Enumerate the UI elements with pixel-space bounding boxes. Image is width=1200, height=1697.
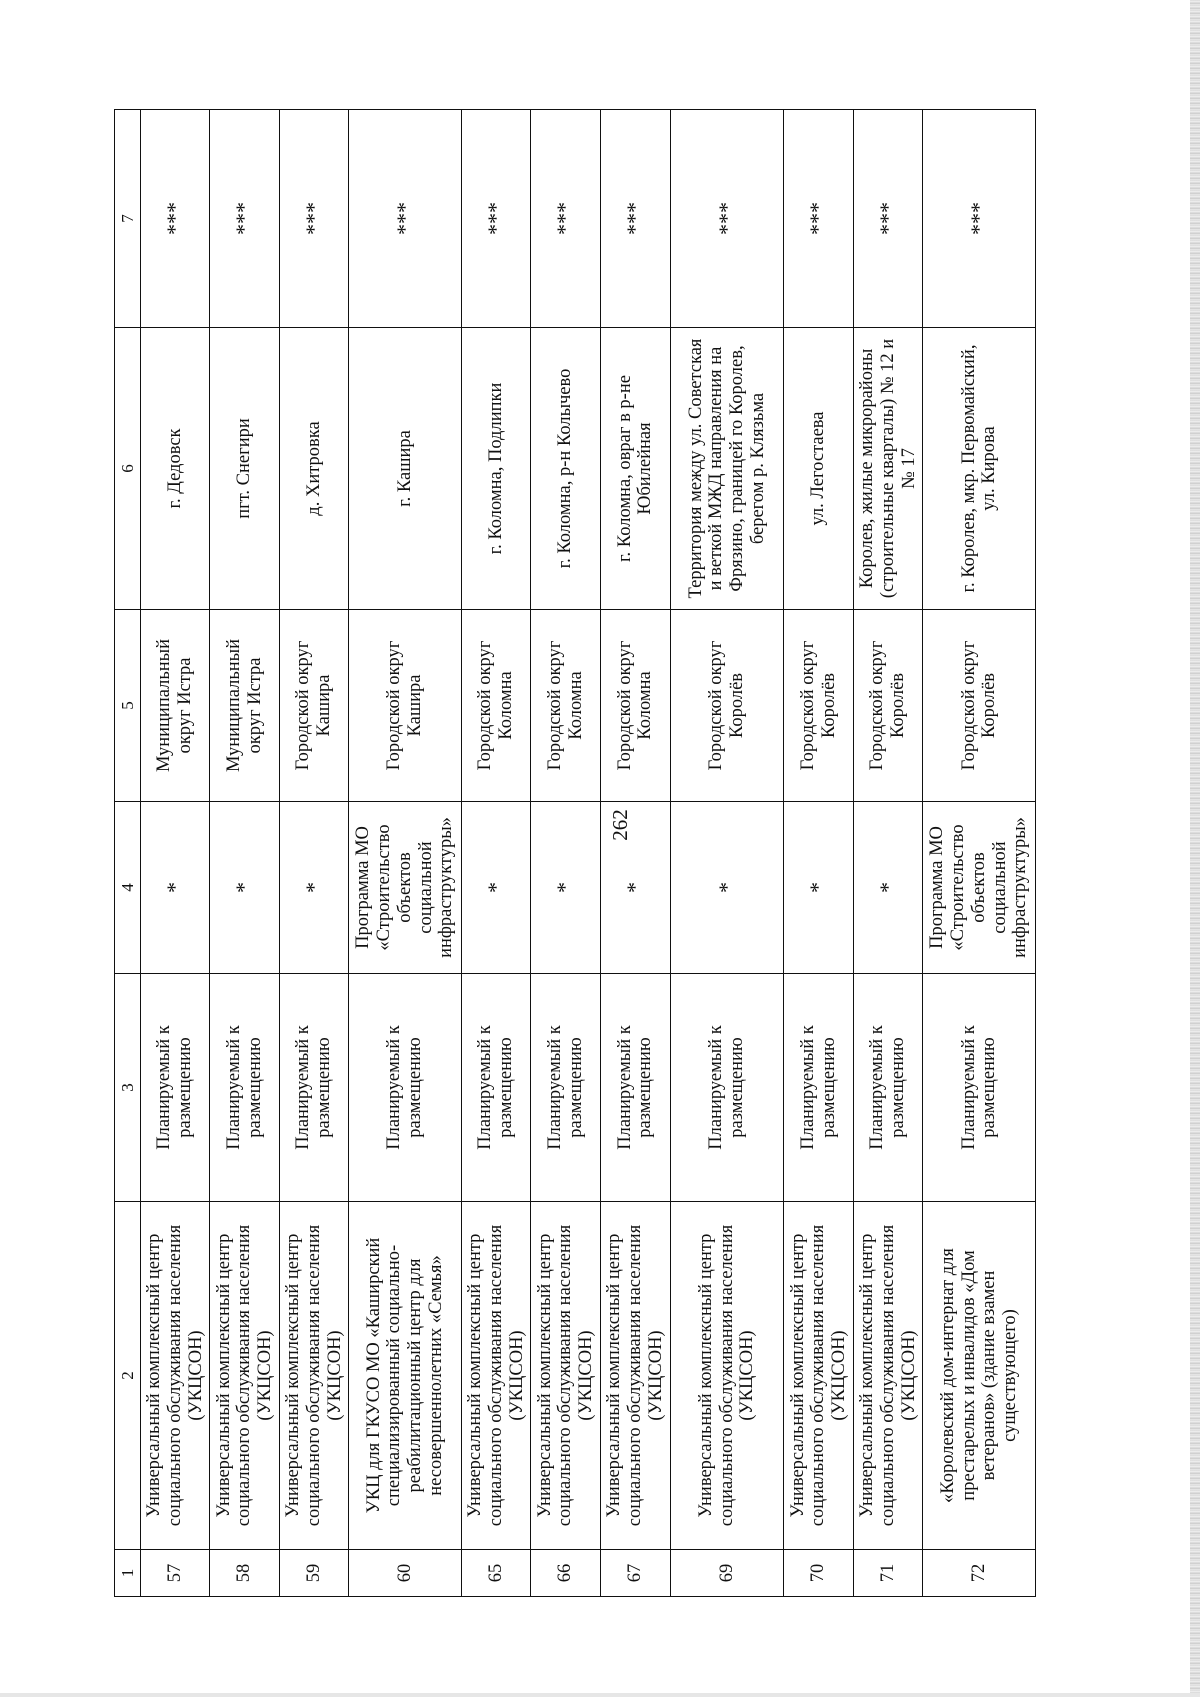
location-cell: д. Хитровка [279, 328, 349, 610]
scan-edge [1190, 0, 1200, 1697]
location-cell: г. Коломна, р-н Колычево [531, 328, 601, 610]
object-name-cell: «Королевский дом-интернат для престарелых и инвалидов «Дом ветеранов» (здание взамен существующего) [923, 1202, 1036, 1550]
program-cell: * [670, 802, 784, 974]
location-cell: Территория между ул. Советская и веткой МЖД направления на Фрязино, границей го Королев, берегом р. Клязьма [670, 328, 784, 610]
table-row [461, 110, 531, 1597]
object-name-cell: Универсальный комплексный центр социального обслуживания населения (УКЦСОН) [600, 1202, 670, 1550]
status-cell: Планируемый к размещению [531, 974, 601, 1202]
object-name-cell: Универсальный комплексный центр социального обслуживания населения (УКЦСОН) [784, 1202, 854, 1550]
table-row [853, 110, 923, 1597]
header-cell-4: 4 [115, 802, 141, 974]
col7-cell: *** [210, 110, 280, 328]
table-row [140, 110, 210, 1597]
program-cell: * [600, 802, 670, 974]
program-cell: * [531, 802, 601, 974]
status-cell: Планируемый к размещению [349, 974, 461, 1202]
location-cell: г. Королев, мкр. Первомайский, ул. Кирова [923, 328, 1036, 610]
object-name-cell: Универсальный комплексный центр социального обслуживания населения (УКЦСОН) [531, 1202, 601, 1550]
table-row [210, 110, 280, 1597]
location-cell: г. Коломна, овраг в р-не Юбилейная [600, 328, 670, 610]
row-number-cell: 71 [853, 1550, 923, 1597]
district-cell: Муниципальный округ Истра [210, 610, 280, 802]
district-cell: Городской округ Королёв [670, 610, 784, 802]
row-number-cell: 66 [531, 1550, 601, 1597]
header-cell-2: 2 [115, 1202, 141, 1550]
object-name-cell: Универсальный комплексный центр социального обслуживания населения (УКЦСОН) [210, 1202, 280, 1550]
status-cell: Планируемый к размещению [140, 974, 210, 1202]
header-cell-7: 7 [115, 110, 141, 328]
location-cell: г. Коломна, Подлипки [461, 328, 531, 610]
objects-table [114, 109, 1036, 1597]
location-cell: пгт. Снегири [210, 328, 280, 610]
program-cell: * [461, 802, 531, 974]
location-cell: г. Дедовск [140, 328, 210, 610]
location-cell: Королев, жилые микрорайоны (строительные кварталы) № 12 и № 17 [853, 328, 923, 610]
table-row [349, 110, 461, 1597]
district-cell: Городской округ Королёв [923, 610, 1036, 802]
status-cell: Планируемый к размещению [210, 974, 280, 1202]
district-cell: Городской округ Коломна [531, 610, 601, 802]
col7-cell: *** [784, 110, 854, 328]
program-cell: * [210, 802, 280, 974]
object-name-cell: Универсальный комплексный центр социального обслуживания населения (УКЦСОН) [670, 1202, 784, 1550]
col7-cell: *** [600, 110, 670, 328]
row-number-cell: 65 [461, 1550, 531, 1597]
program-cell: * [853, 802, 923, 974]
object-name-cell: Универсальный комплексный центр социального обслуживания населения (УКЦСОН) [140, 1202, 210, 1550]
table-row [670, 110, 784, 1597]
location-cell: ул. Легостаева [784, 328, 854, 610]
program-cell: * [279, 802, 349, 974]
status-cell: Планируемый к размещению [853, 974, 923, 1202]
row-number-cell: 58 [210, 1550, 280, 1597]
table-row [279, 110, 349, 1597]
col7-cell: *** [279, 110, 349, 328]
district-cell: Городской округ Коломна [600, 610, 670, 802]
header-cell-3: 3 [115, 974, 141, 1202]
status-cell: Планируемый к размещению [670, 974, 784, 1202]
col7-cell: *** [349, 110, 461, 328]
row-number-cell: 59 [279, 1550, 349, 1597]
district-cell: Муниципальный округ Истра [140, 610, 210, 802]
table-row [600, 110, 670, 1597]
district-cell: Городской округ Королёв [853, 610, 923, 802]
col7-cell: *** [853, 110, 923, 328]
scan-bottom-edge [0, 1693, 1200, 1697]
table-row [784, 110, 854, 1597]
object-name-cell: Универсальный комплексный центр социального обслуживания населения (УКЦСОН) [461, 1202, 531, 1550]
status-cell: Планируемый к размещению [784, 974, 854, 1202]
object-name-cell: Универсальный комплексный центр социального обслуживания населения (УКЦСОН) [279, 1202, 349, 1550]
program-cell: * [140, 802, 210, 974]
header-row [115, 110, 141, 1597]
col7-cell: *** [923, 110, 1036, 328]
status-cell: Планируемый к размещению [279, 974, 349, 1202]
col7-cell: *** [461, 110, 531, 328]
header-cell-5: 5 [115, 610, 141, 802]
row-number-cell: 60 [349, 1550, 461, 1597]
program-cell: * [784, 802, 854, 974]
table-row [531, 110, 601, 1597]
page-number: 262 [608, 809, 632, 841]
object-name-cell: УКЦ для ГКУСО МО «Каширский специализированный социально-реабилитационный центр для несовершеннолетних «Семья» [349, 1202, 461, 1550]
object-name-cell: Универсальный комплексный центр социального обслуживания населения (УКЦСОН) [853, 1202, 923, 1550]
col7-cell: *** [140, 110, 210, 328]
status-cell: Планируемый к размещению [600, 974, 670, 1202]
district-cell: Городской округ Кашира [349, 610, 461, 802]
header-cell-6: 6 [115, 328, 141, 610]
row-number-cell: 57 [140, 1550, 210, 1597]
row-number-cell: 70 [784, 1550, 854, 1597]
row-number-cell: 72 [923, 1550, 1036, 1597]
row-number-cell: 69 [670, 1550, 784, 1597]
district-cell: Городской округ Коломна [461, 610, 531, 802]
table-row [923, 110, 1036, 1597]
header-cell-1: 1 [115, 1550, 141, 1597]
location-cell: г. Кашира [349, 328, 461, 610]
table-body [115, 110, 1036, 1597]
row-number-cell: 67 [600, 1550, 670, 1597]
col7-cell: *** [670, 110, 784, 328]
district-cell: Городской округ Кашира [279, 610, 349, 802]
program-cell: Программа МО «Строительство объектов социальной инфраструктуры» [923, 802, 1036, 974]
program-cell: Программа МО «Строительство объектов социальной инфраструктуры» [349, 802, 461, 974]
district-cell: Городской округ Королёв [784, 610, 854, 802]
status-cell: Планируемый к размещению [461, 974, 531, 1202]
status-cell: Планируемый к размещению [923, 974, 1036, 1202]
rotated-table-container [114, 110, 1036, 1597]
col7-cell: *** [531, 110, 601, 328]
